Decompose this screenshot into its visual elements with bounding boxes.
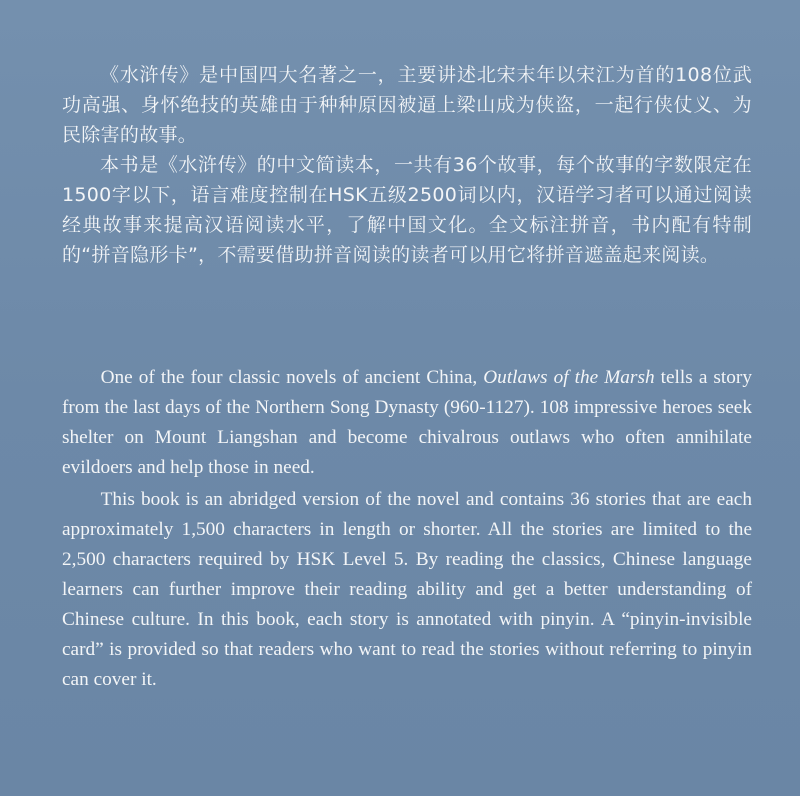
chinese-description xyxy=(62,60,752,270)
chinese-paragraph-1: 《水浒传》是中国四大名著之一，主要讲述北宋末年以宋江为首的108位武功高强、身怀绝技的英雄由于种种原因被逼上梁山成为侠盗，一起行侠仗义、为民除害的故事。 xyxy=(62,64,752,146)
english-paragraph-1-intro: One of the four classic novels of ancient China, xyxy=(100,367,484,388)
english-description xyxy=(62,363,752,695)
english-paragraph-1 xyxy=(62,363,752,483)
english-paragraph-2: This book is an abridged version of the novel and contains 36 stories that are each approximately 1,500 characters in length or shorter. All the stories are limited to the 2,500 characters required by HSK Level 5. By reading the classics, Chinese language learners can further improve their reading ability and get a better understanding of Chinese culture. In this book, each story is annotated with pinyin. A “pinyin-invisible card” is provided so that readers who want to read the stories without referring to pinyin can cover it. xyxy=(62,489,752,690)
novel-title: Outlaws of the Marsh xyxy=(483,367,655,388)
english-paragraph-1-rest: tells a story from the last days of the Northern Song Dynasty (960-1127). 108 impressive heroes seek shelter on Mount Liangshan and become chivalrous outlaws who often annihilate evildoers and help those in need. xyxy=(62,367,752,478)
chinese-paragraph-2: 本书是《水浒传》的中文简读本，一共有36个故事，每个故事的字数限定在1500字以下，语言难度控制在HSK五级2500词以内，汉语学习者可以通过阅读经典故事来提高汉语阅读水平，了解中国文化。全文标注拼音，书内配有特制的“拼音隐形卡”，不需要借助拼音阅读的读者可以用它将拼音遮盖起来阅读。 xyxy=(62,154,752,266)
